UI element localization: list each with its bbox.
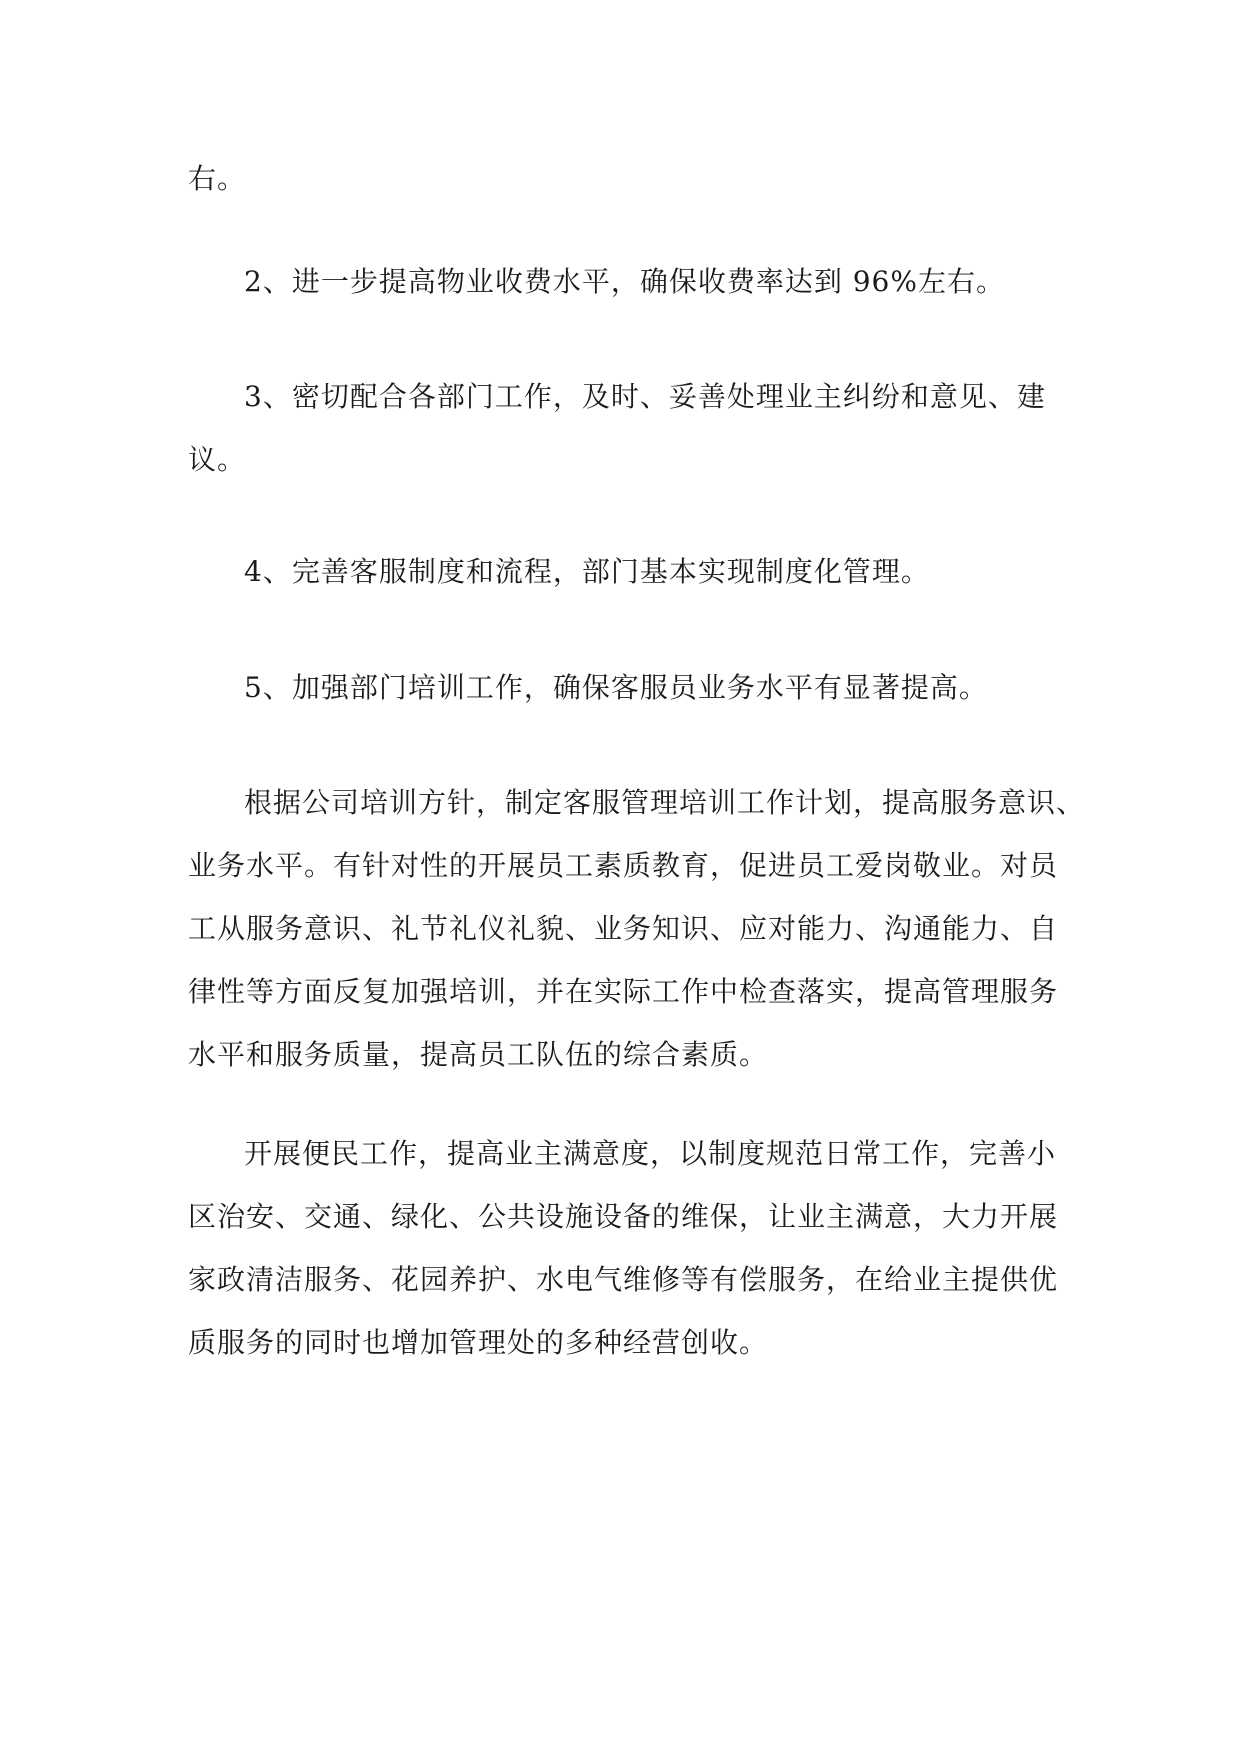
paragraph-line: 3、密切配合各部门工作，及时、妥善处理业主纠纷和意见、建 <box>244 380 1046 413</box>
paragraph-line: 业务水平。有针对性的开展员工素质教育，促进员工爱岗敬业。对员 <box>188 849 1059 882</box>
paragraph-item-3 <box>188 365 1058 491</box>
paragraph-item-2 <box>188 250 1058 313</box>
paragraph-item-5 <box>188 656 1058 719</box>
paragraph-line: 右。 <box>188 162 247 195</box>
paragraph-line: 律性等方面反复加强培训，并在实际工作中检查落实，提高管理服务 <box>188 975 1059 1008</box>
paragraph-item-4 <box>188 540 1058 603</box>
paragraph-line: 区治安、交通、绿化、公共设施设备的维保，让业主满意，大力开展 <box>188 1200 1059 1233</box>
paragraph-line: 2、进一步提高物业收费水平，确保收费率达到 96%左右。 <box>244 265 1005 298</box>
paragraph-line: 质服务的同时也增加管理处的多种经营创收。 <box>188 1326 769 1359</box>
paragraph-line: 开展便民工作，提高业主满意度，以制度规范日常工作，完善小 <box>244 1137 1057 1170</box>
paragraph-training <box>188 771 1086 1086</box>
paragraph-line: 议。 <box>188 443 247 476</box>
paragraph-line: 家政清洁服务、花园养护、水电气维修等有偿服务，在给业主提供优 <box>188 1263 1059 1296</box>
paragraph-line: 5、加强部门培训工作，确保客服员业务水平有显著提高。 <box>244 671 988 704</box>
paragraph-line: 工从服务意识、礼节礼仪礼貌、业务知识、应对能力、沟通能力、自 <box>188 912 1059 945</box>
paragraph-convenience <box>188 1122 1058 1374</box>
paragraph-line: 水平和服务质量，提高员工队伍的综合素质。 <box>188 1038 769 1071</box>
paragraph-line: 4、完善客服制度和流程，部门基本实现制度化管理。 <box>244 555 930 588</box>
paragraph-continuation <box>188 147 1058 210</box>
paragraph-line: 根据公司培训方针，制定客服管理培训工作计划，提高服务意识、 <box>244 786 1086 819</box>
